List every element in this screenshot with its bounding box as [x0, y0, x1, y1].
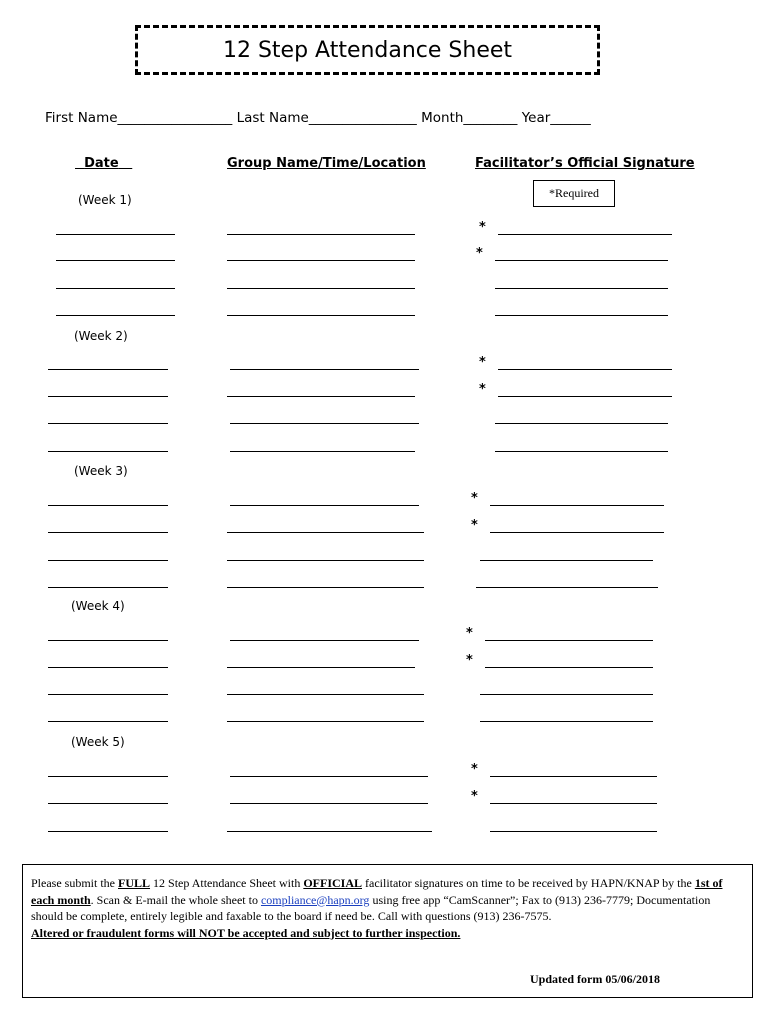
group-entry-line[interactable] [230, 776, 428, 777]
date-entry-line[interactable] [56, 234, 175, 235]
group-entry-line[interactable] [227, 288, 415, 289]
signature-entry-line[interactable] [498, 234, 672, 235]
signature-entry-line[interactable] [485, 640, 653, 641]
date-entry-line[interactable] [48, 423, 168, 424]
compliance-email-link[interactable]: compliance@hapn.org [260, 892, 370, 907]
date-entry-line[interactable] [48, 721, 168, 722]
signature-entry-line[interactable] [495, 423, 668, 424]
group-entry-line[interactable] [227, 260, 415, 261]
group-entry-line[interactable] [227, 694, 424, 695]
signature-entry-line[interactable] [485, 667, 653, 668]
submission-notice: Please submit the FULL 12 Step Attendance Sheet with OFFICIAL facilitator signatures on time to be received by HAPN/KNAP by the 1st of each month. Scan & E-mail the whole sheet to compliance@hapn.org using free app “CamScanner”; Fax to (913) 236-7779; Documentation should be complete, entirely legible and faxable to the board if need be. Call with questions (913) 236-7575. Altered or fraudulent forms will NOT be accepted and subject to further inspection. Updated form 05/06/2018 [22, 864, 753, 998]
signature-entry-line[interactable] [476, 587, 658, 588]
fraud-warning: Altered or fraudulent forms will NOT be accepted and subject to further inspection. [31, 925, 461, 940]
signature-entry-line[interactable] [490, 505, 664, 506]
page-title: 12 Step Attendance Sheet [222, 37, 513, 63]
signature-entry-line[interactable] [495, 315, 668, 316]
signature-entry-line[interactable] [490, 831, 657, 832]
date-entry-line[interactable] [48, 694, 168, 695]
required-asterisk: * [479, 355, 486, 370]
date-entry-line[interactable] [56, 315, 175, 316]
updated-date: Updated form 05/06/2018 [530, 972, 660, 986]
week-5-label: (Week 5) [71, 735, 125, 749]
required-asterisk: * [479, 220, 486, 235]
date-entry-line[interactable] [48, 831, 168, 832]
required-asterisk: * [479, 382, 486, 397]
week-3-label: (Week 3) [74, 464, 128, 478]
date-entry-line[interactable] [48, 451, 168, 452]
signature-column-header: Facilitator’s Official Signature [475, 156, 695, 171]
date-entry-line[interactable] [48, 803, 168, 804]
official-emphasis: OFFICIAL [303, 876, 362, 890]
date-column-header: Date [84, 156, 119, 171]
signature-entry-line[interactable] [490, 532, 664, 533]
signature-entry-line[interactable] [495, 288, 668, 289]
group-entry-line[interactable] [227, 721, 424, 722]
required-asterisk: * [471, 789, 478, 804]
date-entry-line[interactable] [48, 505, 168, 506]
required-asterisk: * [471, 518, 478, 533]
week-1-label: (Week 1) [78, 193, 132, 207]
required-asterisk: * [466, 653, 473, 668]
signature-entry-line[interactable] [490, 803, 657, 804]
date-entry-line[interactable] [48, 587, 168, 588]
signature-entry-line[interactable] [480, 694, 653, 695]
week-2-label: (Week 2) [74, 329, 128, 343]
group-entry-line[interactable] [227, 396, 415, 397]
group-entry-line[interactable] [230, 423, 419, 424]
required-badge: *Required [533, 180, 615, 207]
group-entry-line[interactable] [230, 451, 415, 452]
signature-entry-line[interactable] [498, 369, 672, 370]
date-entry-line[interactable] [48, 640, 168, 641]
group-entry-line[interactable] [227, 667, 415, 668]
required-asterisk: * [466, 626, 473, 641]
signature-entry-line[interactable] [490, 776, 657, 777]
deadline-emphasis: 1st of each month [31, 876, 723, 907]
signature-entry-line[interactable] [480, 560, 653, 561]
signature-entry-line[interactable] [480, 721, 653, 722]
group-entry-line[interactable] [230, 369, 419, 370]
signature-entry-line[interactable] [495, 260, 668, 261]
date-entry-line[interactable] [56, 260, 175, 261]
date-entry-line[interactable] [56, 288, 175, 289]
name-month-year-line[interactable]: First Name_________________ Last Name________________ Month________ Year______ [45, 110, 591, 126]
date-entry-line[interactable] [48, 667, 168, 668]
group-entry-line[interactable] [230, 505, 419, 506]
full-emphasis: FULL [118, 876, 151, 890]
signature-entry-line[interactable] [495, 451, 668, 452]
page-title-box [135, 25, 600, 75]
required-asterisk: * [471, 762, 478, 777]
group-entry-line[interactable] [227, 831, 432, 832]
group-entry-line[interactable] [230, 803, 428, 804]
date-entry-line[interactable] [48, 532, 168, 533]
date-entry-line[interactable] [48, 560, 168, 561]
date-entry-line[interactable] [48, 369, 168, 370]
group-entry-line[interactable] [227, 315, 415, 316]
group-column-header: Group Name/Time/Location [227, 156, 426, 171]
group-entry-line[interactable] [227, 234, 415, 235]
date-entry-line[interactable] [48, 396, 168, 397]
date-entry-line[interactable] [48, 776, 168, 777]
group-entry-line[interactable] [227, 587, 424, 588]
required-asterisk: * [471, 491, 478, 506]
group-entry-line[interactable] [227, 560, 424, 561]
week-4-label: (Week 4) [71, 599, 125, 613]
group-entry-line[interactable] [227, 532, 424, 533]
required-asterisk: * [476, 246, 483, 261]
group-entry-line[interactable] [230, 640, 419, 641]
signature-entry-line[interactable] [498, 396, 672, 397]
